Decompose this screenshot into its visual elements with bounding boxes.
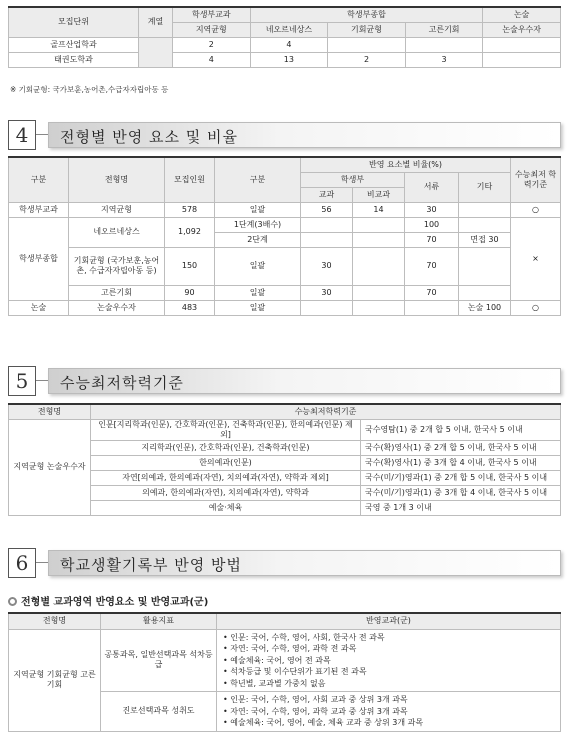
header-gyogwa: 학생부교과 — [173, 7, 251, 22]
section-connector — [36, 134, 48, 135]
header-crit: 수능최저학력기준 — [91, 404, 561, 419]
list-item: • 학년별, 교과별 가중치 없음 — [223, 678, 326, 688]
ratio-table — [8, 156, 561, 316]
cell — [328, 37, 406, 52]
cell-quota: 483 — [165, 300, 215, 315]
cell-doc: 70 — [405, 232, 459, 247]
cell-gyogwa: 30 — [301, 247, 353, 285]
cell-doc: 100 — [405, 217, 459, 232]
header-unit: 모집단위 — [9, 7, 139, 37]
cell — [353, 217, 405, 232]
cell-req: 국수영탐(1) 중 2개 합 5 이내, 한국사 5 이내 — [361, 419, 561, 440]
cell — [483, 52, 561, 67]
subsection-title-text: 전형별 교과영역 반영요소 및 반영교과(군) — [21, 597, 209, 608]
cell-quota: 90 — [165, 285, 215, 300]
cell-gyogwa: 30 — [301, 285, 353, 300]
cell-name: 기회균형 (국가보훈,농어촌, 수급자자립아동 등) — [69, 247, 165, 285]
cell: 2 — [328, 52, 406, 67]
subject-list — [219, 692, 558, 731]
table-row — [9, 202, 561, 217]
cell-index: 공통과목, 일반선택과목 석차등급 — [101, 629, 217, 692]
cell-g2: 2단계 — [215, 232, 301, 247]
header-nonsul: 논술 — [483, 7, 561, 22]
table-row — [9, 217, 561, 232]
cell-req: 국수(미/기)영과(1) 중 3개 합 4 이내, 한국사 5 이내 — [361, 485, 561, 500]
section-4-header — [8, 120, 561, 150]
cell-dept: 예술·체육 — [91, 500, 361, 515]
header-index: 활용지표 — [101, 613, 217, 629]
header-gubun: 구분 — [9, 157, 69, 202]
header-doc: 서류 — [405, 172, 459, 202]
cell — [405, 300, 459, 315]
cell — [353, 285, 405, 300]
table-row — [9, 455, 561, 470]
cell-g2: 일괄 — [215, 202, 301, 217]
subheader: 네오르네상스 — [250, 22, 328, 37]
cell-unit: 골프산업학과 — [9, 37, 139, 52]
list-item: • 예술체육: 국어, 영어 전 과목 — [223, 655, 331, 665]
cell-dept: 의예과, 한의예과(자연), 치의예과(자연), 약학과 — [91, 485, 361, 500]
cell — [301, 232, 353, 247]
section-6-header — [8, 548, 561, 578]
cell-bigyogwa: 14 — [353, 202, 405, 217]
subheader: 기회균형 — [328, 22, 406, 37]
header-quota: 모집인원 — [165, 157, 215, 202]
header-ratio: 반영 요소별 비율(%) — [301, 157, 511, 172]
csat-minimum-table — [8, 403, 561, 516]
section-title: 수능최저학력기준 — [60, 374, 184, 392]
subheader: 지역균형 — [173, 22, 251, 37]
cell-name: 지역균형 기회균형 고른기회 — [9, 629, 101, 731]
cell-unit: 태권도학과 — [9, 52, 139, 67]
header-gyogwa: 교과 — [301, 187, 353, 202]
cell-subj — [217, 692, 561, 732]
section-title: 전형별 반영 요소 및 비율 — [60, 128, 238, 146]
header-name: 전형명 — [9, 404, 91, 419]
cell-name: 지역균형 — [69, 202, 165, 217]
list-item: • 예술체육: 국어, 영어, 예술, 체육 교과 중 상위 3개 과목 — [223, 718, 424, 727]
table-row — [9, 470, 561, 485]
cell-g2: 일괄 — [215, 247, 301, 285]
subject-list — [219, 630, 558, 692]
cell — [459, 217, 511, 232]
cell-gyogwa: 56 — [301, 202, 353, 217]
cell-min: × — [511, 217, 561, 300]
cell-index: 진로선택과목 성취도 — [101, 692, 217, 732]
cell: 13 — [250, 52, 328, 67]
list-item: • 자연: 국어, 수학, 영어, 과학 전 과목 — [223, 644, 357, 653]
section-number: 5 — [8, 366, 36, 396]
cell-name: 네오르네상스 — [69, 217, 165, 247]
cell — [405, 37, 483, 52]
table-row — [9, 629, 561, 692]
section-5-header — [8, 366, 561, 396]
cell: 3 — [405, 52, 483, 67]
header-bigyogwa: 비교과 — [353, 187, 405, 202]
cell-dept: 인문[지리학과(인문), 간호학과(인문), 건축학과(인문), 한의예과(인문) 제외] — [91, 419, 361, 440]
cell — [459, 247, 511, 285]
table-row — [9, 37, 561, 52]
table-row — [9, 285, 561, 300]
cell-etc: 면접 30 — [459, 232, 511, 247]
cell-quota: 578 — [165, 202, 215, 217]
cell — [301, 300, 353, 315]
header-subj: 반영교과(군) — [217, 613, 561, 629]
cell-doc: 30 — [405, 202, 459, 217]
table-row — [9, 52, 561, 67]
header-min: 수능최저 학력기준 — [511, 157, 561, 202]
subheader: 고른기회 — [405, 22, 483, 37]
table-row — [9, 500, 561, 515]
section-number: 6 — [8, 548, 36, 578]
record-subject-table — [8, 612, 561, 732]
table-row — [9, 300, 561, 315]
cell: 4 — [173, 52, 251, 67]
cell — [353, 232, 405, 247]
cell-doc: 70 — [405, 247, 459, 285]
cell-req: 국수(미/기)영과(1) 중 2개 합 5 이내, 한국사 5 이내 — [361, 470, 561, 485]
cell-dept: 한의예과(인문) — [91, 455, 361, 470]
cell-etc — [459, 202, 511, 217]
cell-dept: 지리학과(인문), 간호학과(인문), 건축학과(인문) — [91, 440, 361, 455]
cell-gubun: 학생부종합 — [9, 217, 69, 300]
section-connector — [36, 562, 48, 563]
header-etc: 기타 — [459, 172, 511, 202]
cell-g2: 일괄 — [215, 300, 301, 315]
cell-etc: 논술 100 — [459, 300, 511, 315]
cell-quota: 1,092 — [165, 217, 215, 247]
header-jonghap: 학생부종합 — [250, 7, 483, 22]
cell — [353, 247, 405, 285]
admission-quota-table — [8, 6, 561, 68]
cell-gyeyeol — [139, 37, 173, 67]
cell-name: 고른기회 — [69, 285, 165, 300]
header-hakbu: 학생부 — [301, 172, 405, 187]
circle-bullet-icon — [8, 597, 17, 606]
cell-gubun: 논술 — [9, 300, 69, 315]
cell-min: ○ — [511, 202, 561, 217]
header-name: 전형명 — [9, 613, 101, 629]
section-title: 학교생활기록부 반영 방법 — [60, 556, 242, 574]
cell: 2 — [173, 37, 251, 52]
cell-req: 국수(확)영사(1) 중 3개 합 4 이내, 한국사 5 이내 — [361, 455, 561, 470]
subheader: 논술우수자 — [483, 22, 561, 37]
cell: 4 — [250, 37, 328, 52]
list-item: • 석차등급 및 이수단위가 표기된 전 과목 — [223, 667, 367, 676]
section-number: 4 — [8, 120, 36, 150]
subsection-title — [8, 593, 208, 608]
list-item: • 자연: 국어, 수학, 영어, 과학 교과 중 상위 3개 과목 — [223, 706, 408, 716]
footnote: ※ 기회균형: 국가보훈,농어촌,수급자자립아동 등 — [10, 85, 169, 94]
cell — [301, 217, 353, 232]
cell-subj — [217, 629, 561, 692]
cell-dept: 자연[의예과, 한의예과(자연), 치의예과(자연), 약학과 제외] — [91, 470, 361, 485]
cell-req: 국수(확)영사(1) 중 2개 합 5 이내, 한국사 5 이내 — [361, 440, 561, 455]
table-row — [9, 419, 561, 440]
cell-gubun: 학생부교과 — [9, 202, 69, 217]
cell-g2: 일괄 — [215, 285, 301, 300]
cell — [459, 285, 511, 300]
cell-quota: 150 — [165, 247, 215, 285]
header-gubun2: 구분 — [215, 157, 301, 202]
table-row — [9, 485, 561, 500]
cell — [483, 37, 561, 52]
list-item: • 인문: 국어, 수학, 영어, 사회, 한국사 전 과목 — [223, 632, 385, 642]
header-gyeyeol: 계열 — [139, 7, 173, 37]
list-item: • 인문: 국어, 수학, 영어, 사회 교과 중 상위 3개 과목 — [223, 695, 408, 704]
header-name: 전형명 — [69, 157, 165, 202]
cell-g2: 1단계(3배수) — [215, 217, 301, 232]
section-connector — [36, 380, 48, 381]
cell-doc: 70 — [405, 285, 459, 300]
cell — [353, 300, 405, 315]
cell-req: 국영 중 1개 3 이내 — [361, 500, 561, 515]
cell-name: 논술우수자 — [69, 300, 165, 315]
cell-name: 지역균형 논술우수자 — [9, 419, 91, 515]
cell-min: ○ — [511, 300, 561, 315]
table-row — [9, 440, 561, 455]
